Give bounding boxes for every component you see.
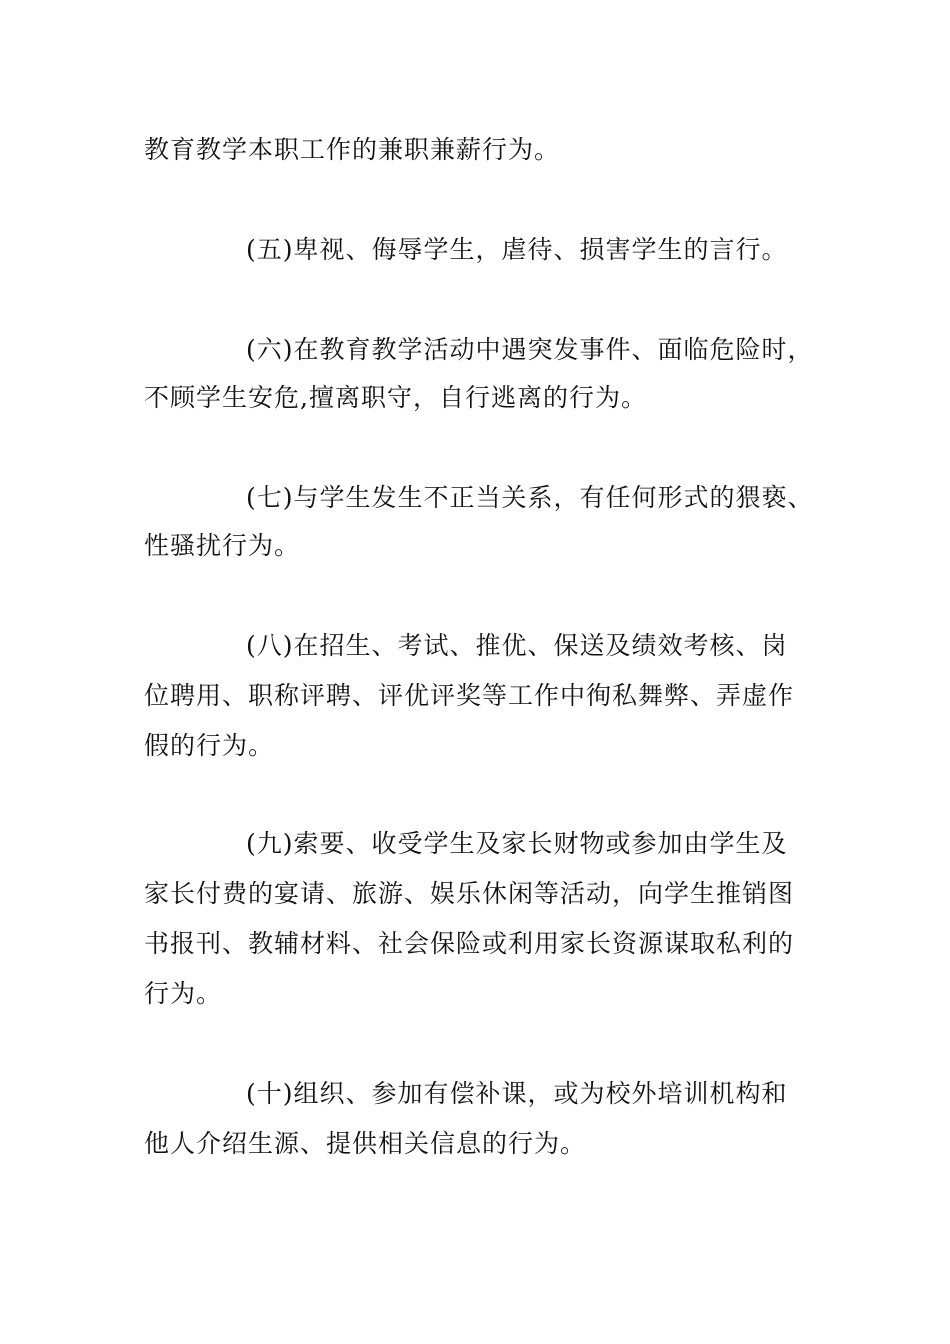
item-10-line-2: 他人介绍生源、提供相关信息的行为。 — [144, 1129, 587, 1158]
item-8-line-1: (八)在招生、考试、推优、保送及绩效考核、岗 — [246, 631, 788, 660]
item-6-line-2: 不顾学生安危,擅离职守，自行逃离的行为。 — [144, 383, 647, 412]
item-5-line-1: (五)卑视、侮辱学生，虐待、损害学生的言行。 — [246, 235, 788, 264]
item-10-line-1: (十)组织、参加有偿补课，或为校外培训机构和 — [246, 1079, 788, 1108]
item-9-line-2: 家长付费的宴请、旅游、娱乐休闲等活动，向学生推销图 — [144, 879, 795, 908]
item-6-line-1: (六)在教育教学活动中遇突发事件、面临危险时， — [246, 335, 814, 364]
item-9-line-3: 书报刊、教辅材料、社会保险或利用家长资源谋取私利的 — [144, 929, 795, 958]
paragraph-continuation-line-1: 教育教学本职工作的兼职兼薪行为。 — [144, 135, 561, 164]
item-9-line-4: 行为。 — [144, 979, 223, 1008]
item-8-line-3: 假的行为。 — [144, 731, 275, 760]
item-7-line-2: 性骚扰行为。 — [144, 531, 301, 560]
item-7-line-1: (七)与学生发生不正当关系，有任何形式的猥亵、 — [246, 483, 814, 512]
item-9-line-1: (九)索要、收受学生及家长财物或参加由学生及 — [246, 829, 788, 858]
item-8-line-2: 位聘用、职称评聘、评优评奖等工作中徇私舞弊、弄虚作 — [144, 681, 795, 710]
